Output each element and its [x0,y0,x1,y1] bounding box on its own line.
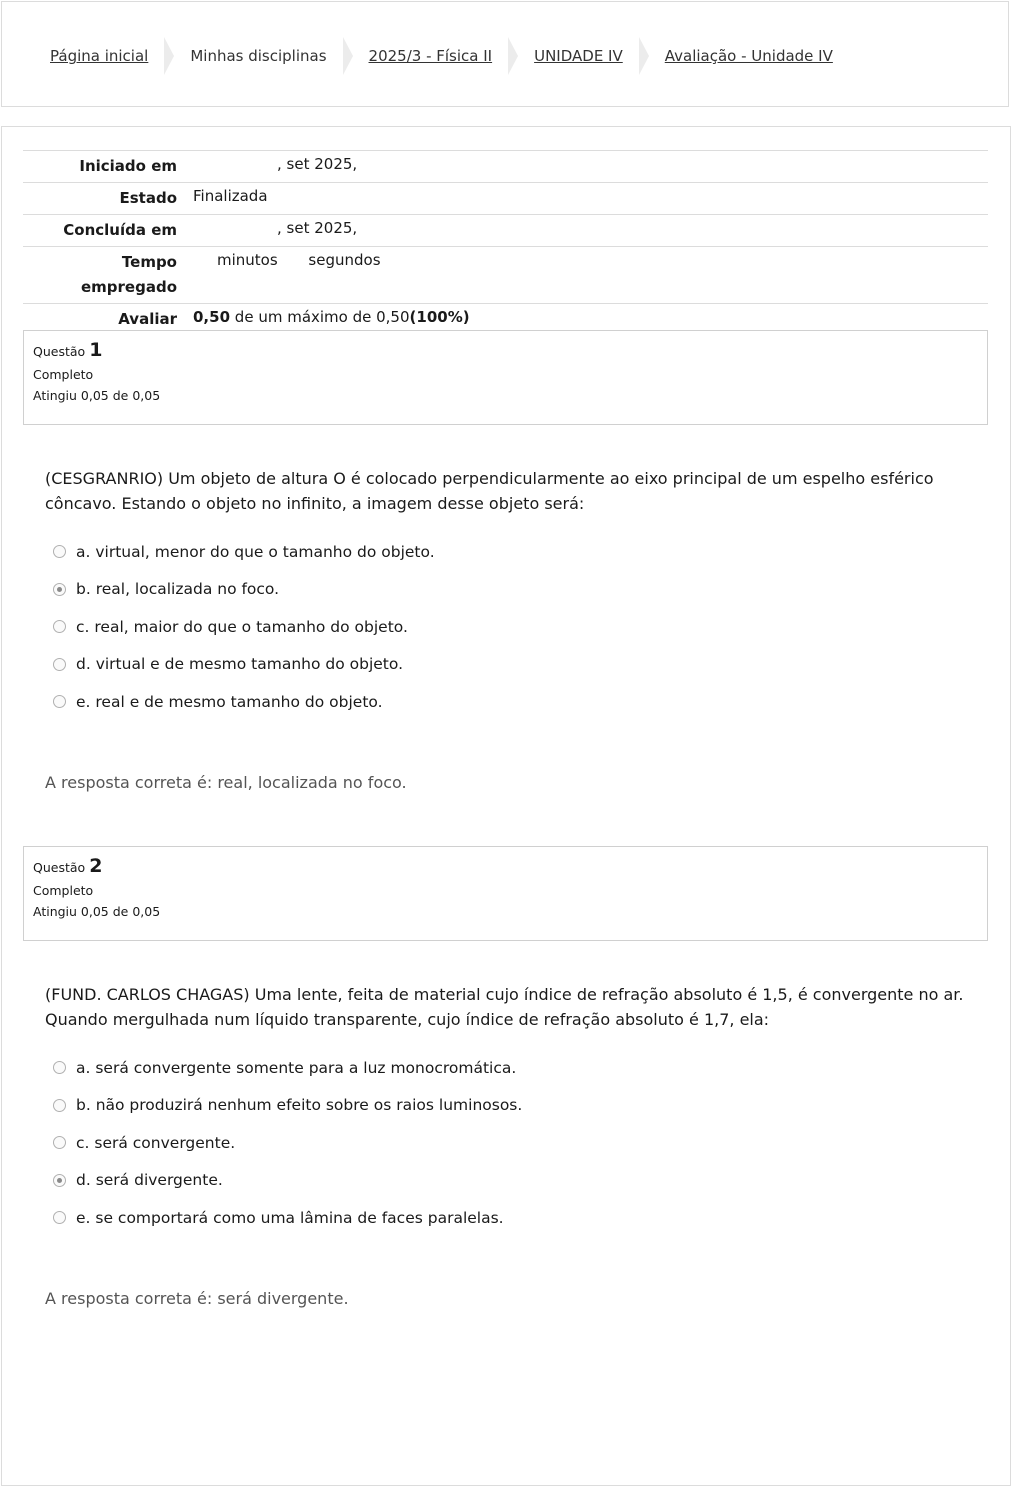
summary-row-state [23,183,988,215]
answer-label: b. não produzirá nenhum efeito sobre os raios luminosos. [76,1096,523,1115]
breadcrumb-my-courses: Minhas disciplinas [190,47,327,65]
answer-label: e. se comportará como uma lâmina de faces paralelas. [76,1208,504,1227]
question-label: Questão [33,860,86,875]
answer-label: c. real, maior do que o tamanho do objeto. [76,617,408,636]
answer-option[interactable] [53,571,435,609]
question-1-answers [53,533,435,721]
breadcrumb-separator-icon [343,37,353,75]
question-mark: Atingiu 0,05 de 0,05 [33,388,161,403]
radio-button-checked[interactable] [53,583,66,596]
question-number: 2 [89,855,103,877]
question-label: Questão [33,344,86,359]
question-2-info [23,846,988,941]
question-1-info [23,330,988,425]
answer-option[interactable] [53,608,435,646]
summary-row-time [23,247,988,304]
question-state: Completo [33,367,94,382]
question-2-feedback: A resposta correta é: será divergente. [45,1289,349,1308]
answer-option[interactable] [53,1049,522,1087]
breadcrumb-quiz-link[interactable]: Avaliação - Unidade IV [664,47,833,65]
answer-option[interactable] [53,683,435,721]
radio-button[interactable] [53,620,66,633]
question-number: 1 [89,339,103,361]
answer-label: d. virtual e de mesmo tamanho do objeto. [76,655,404,674]
grade-label: Avaliar [118,310,177,328]
state-value: Finalizada [193,187,268,205]
answer-label: d. será divergente. [76,1171,223,1190]
breadcrumb-separator-icon [164,37,174,75]
answer-label: a. virtual, menor do que o tamanho do objeto. [76,542,435,561]
summary-row-started [23,151,988,183]
question-state: Completo [33,883,94,898]
answer-option[interactable] [53,1087,522,1125]
radio-button[interactable] [53,1211,66,1224]
answer-option[interactable] [53,646,435,684]
summary-row-completed [23,215,988,247]
radio-button[interactable] [53,1061,66,1074]
breadcrumb-unit-link[interactable]: UNIDADE IV [534,47,623,65]
answer-option[interactable] [53,1199,522,1237]
answer-label: c. será convergente. [76,1133,236,1152]
radio-button[interactable] [53,658,66,671]
time-value: minutos segundos [217,251,381,269]
radio-button[interactable] [53,545,66,558]
radio-button[interactable] [53,695,66,708]
answer-option[interactable] [53,533,435,571]
answer-label: e. real e de mesmo tamanho do objeto. [76,692,383,711]
grade-percent: (100%) [409,308,470,326]
question-2-answers [53,1049,522,1237]
breadcrumb-home-link[interactable]: Página inicial [50,47,149,65]
started-value: , set 2025, [277,155,358,173]
grade-text: de um máximo de 0,50 [234,308,410,326]
question-1-text: (CESGRANRIO) Um objeto de altura O é colocado perpendicularmente ao eixo principal de um espelho esférico côncavo. Estando o objeto no infinito, a imagem desse objeto será: [45,469,934,513]
radio-button-checked[interactable] [53,1174,66,1187]
state-label: Estado [119,189,177,207]
answer-label: b. real, localizada no foco. [76,580,280,599]
breadcrumb-separator-icon [508,37,518,75]
answer-option[interactable] [53,1124,522,1162]
breadcrumb-course-link[interactable]: 2025/3 - Física II [368,47,493,65]
attempt-summary-table [23,150,988,336]
time-label: Tempo empregado [80,253,177,296]
started-label: Iniciado em [79,157,177,175]
completed-value: , set 2025, [277,219,358,237]
question-mark: Atingiu 0,05 de 0,05 [33,904,161,919]
answer-label: a. será convergente somente para a luz monocromática. [76,1058,517,1077]
breadcrumb-bar [1,1,1009,107]
question-2-text: (FUND. CARLOS CHAGAS) Uma lente, feita de material cujo índice de refração absoluto é 1,5, é convergente no ar. Quando mergulhada num líquido transparente, cujo índice de refração absoluto é 1,7, ela: [45,985,964,1029]
answer-option[interactable] [53,1162,522,1200]
radio-button[interactable] [53,1099,66,1112]
radio-button[interactable] [53,1136,66,1149]
grade-score: 0,50 [193,308,231,326]
completed-label: Concluída em [63,221,177,239]
breadcrumb [50,44,833,68]
breadcrumb-separator-icon [639,37,649,75]
question-1-feedback: A resposta correta é: real, localizada no foco. [45,773,407,792]
